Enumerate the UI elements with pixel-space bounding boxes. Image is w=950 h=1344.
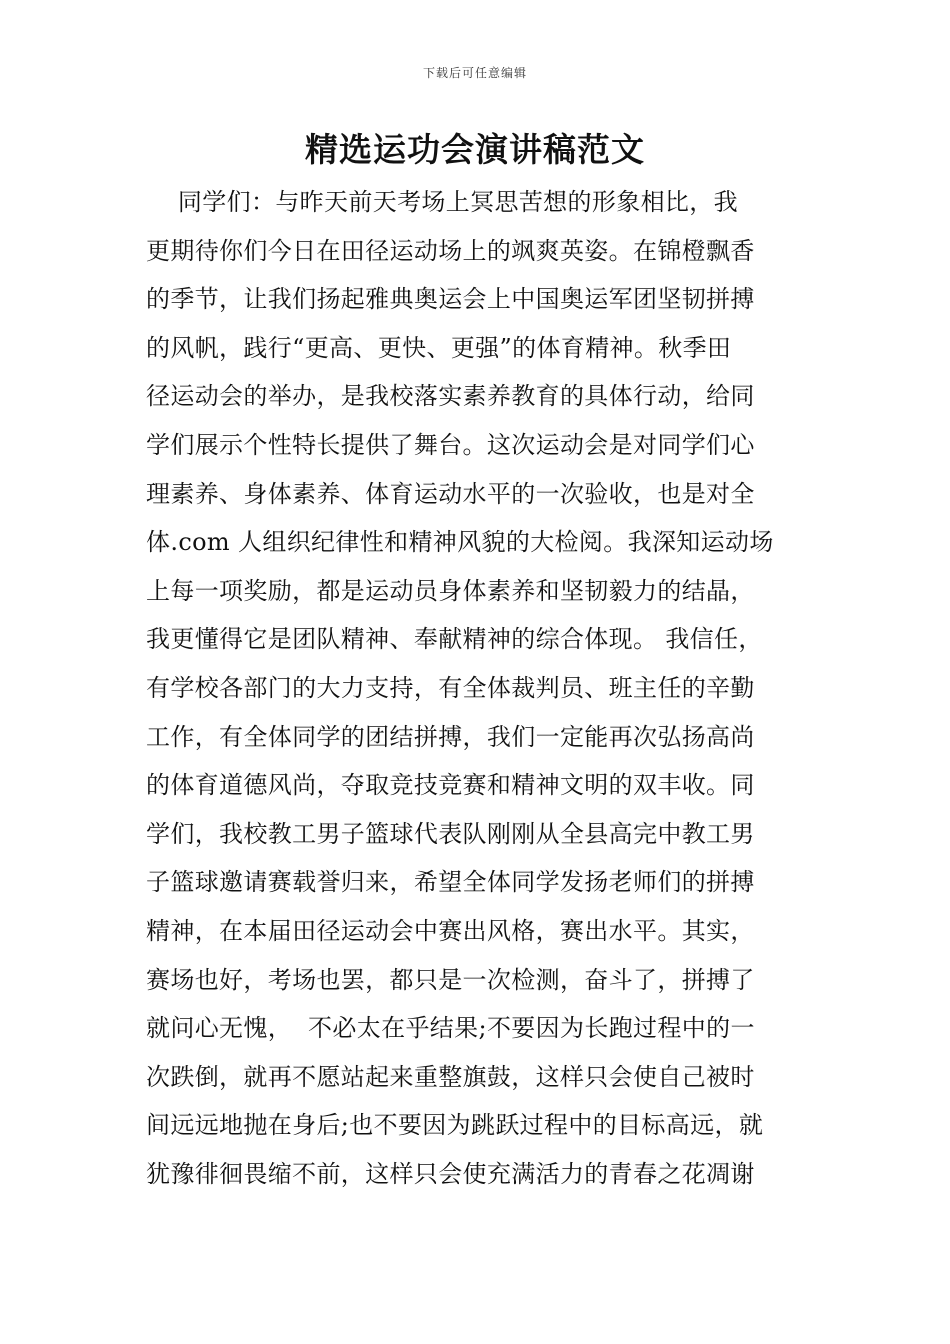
- body-line: 理素养、身体素养、体育运动水平的一次验收，也是对全: [146, 479, 755, 508]
- body-line: 学们展示个性特长提供了舞台。这次运动会是对同学们心: [146, 430, 755, 459]
- document-title: 精选运功会演讲稿范文: [305, 130, 645, 169]
- body-line: 次跌倒，就再不愿站起来重整旗鼓，这样只会使自己被时: [146, 1062, 755, 1091]
- body-line: 子篮球邀请赛载誉归来，希望全体同学发扬老师们的拼搏: [146, 868, 755, 897]
- document-body: [146, 178, 806, 1198]
- body-line: 犹豫徘徊畏缩不前，这样只会使充满活力的青春之花凋谢: [146, 1159, 755, 1188]
- body-line: 我更懂得它是团队精神、奉献精神的综合体现。 我信任，: [146, 625, 763, 654]
- body-line: 更期待你们今日在田径运动场上的飒爽英姿。在锦橙飘香: [146, 236, 755, 265]
- body-line: 体.com 人组织纪律性和精神风貌的大检阅。我深知运动场: [146, 528, 774, 557]
- body-line: 间远远地抛在身后;也不要因为跳跃过程中的目标高远，就: [146, 1111, 764, 1140]
- body-line: 上每一项奖励，都是运动员身体素养和坚韧毅力的结晶，: [146, 576, 755, 605]
- body-line: 就问心无愧， 不必太在乎结果;不要因为长跑过程中的一: [146, 1014, 755, 1043]
- body-line: 的体育道德风尚，夺取竞技竞赛和精神文明的双丰收。同: [146, 771, 755, 800]
- body-line: 赛场也好，考场也罢，都只是一次检测，奋斗了，拼搏了: [146, 965, 755, 994]
- body-line: 学们，我校教工男子篮球代表队刚刚从全县高完中教工男: [146, 819, 755, 848]
- body-line: 精神，在本届田径运动会中赛出风格，赛出水平。其实，: [146, 916, 755, 945]
- body-line: 工作，有全体同学的团结拼搏，我们一定能再次弘扬高尚: [146, 722, 755, 751]
- body-line: 的风帆，践行“更高、更快、更强”的体育精神。秋季田: [146, 333, 732, 362]
- body-line: 有学校各部门的大力支持，有全体裁判员、班主任的辛勤: [146, 673, 755, 702]
- body-line: 径运动会的举办，是我校落实素养教育的具体行动，给同: [146, 382, 755, 411]
- body-line: 的季节，让我们扬起雅典奥运会上中国奥运军团坚韧拼搏: [146, 285, 755, 314]
- page-header-note: 下载后可任意编辑: [422, 66, 527, 80]
- body-line: 同学们：与昨天前天考场上冥思苦想的形象相比，我: [146, 188, 738, 216]
